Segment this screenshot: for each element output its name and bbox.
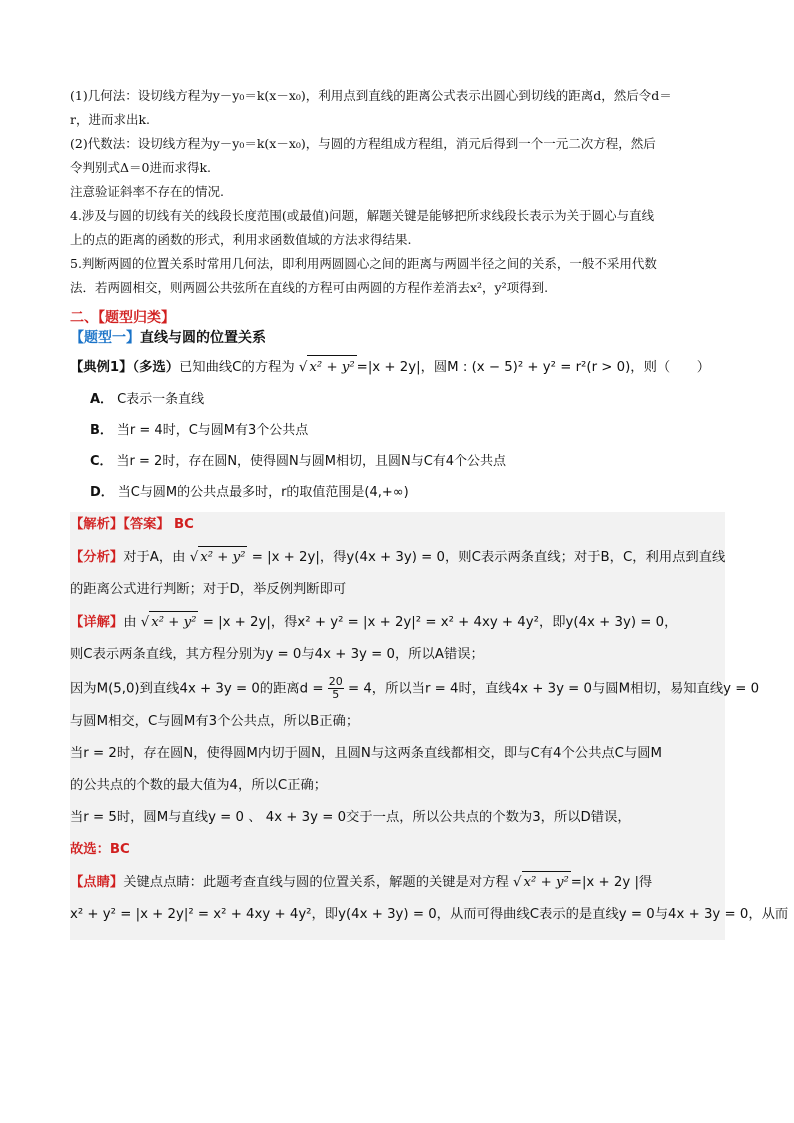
xiangjie-text-b: = |x + 2y|，得x² + y² = |x + 2y|² = x² + 4xy + 4y²，即y(4x + 3y) = 0， xyxy=(202,615,678,630)
sqrt-expression: x² + y² xyxy=(522,871,571,894)
dianjing-text-a: 关键点点睛：此题考查直线与圆的位置关系，解题的关键是对方程 xyxy=(123,875,509,890)
option-label: C． xyxy=(90,454,113,469)
option-text: 当C与圆M的公共点最多时，r的取值范围是(4,+∞) xyxy=(117,485,409,500)
xiangjie-line-8: 故选：BC xyxy=(70,842,130,857)
section-heading xyxy=(70,309,725,327)
xiangjie-tag: 【详解】 xyxy=(70,615,124,630)
sqrt-expression: x² + y² xyxy=(198,546,247,569)
option-b xyxy=(90,419,725,443)
xiangjie-line-1 xyxy=(70,611,725,634)
xiangjie-line-5: 当r = 2时，存在圆N，使得圆M内切于圆N，且圆N与这两条直线都相交，即与C有4个公共点C与圆M xyxy=(70,746,663,761)
option-label: B． xyxy=(90,423,113,438)
fenxi-line-1 xyxy=(70,546,725,569)
solution-block xyxy=(70,512,789,940)
sqrt-sign: √ xyxy=(513,875,522,890)
example-stem-a: 已知曲线C的方程为 xyxy=(179,360,295,375)
option-a xyxy=(90,388,725,412)
xiangjie-text-3b: = 4，所以当r = 4时，直线4x + 3y = 0与圆M相切，易知直线y = 0 xyxy=(347,681,760,697)
type-heading xyxy=(70,329,725,347)
example-question xyxy=(70,355,725,380)
fraction-numerator: 20 xyxy=(328,675,343,688)
sqrt-expression: x² + y² xyxy=(307,355,356,380)
example-tag: 【典例1】 xyxy=(70,360,133,375)
option-label: A． xyxy=(90,392,114,407)
xiangjie-line-3 xyxy=(70,675,760,701)
dianjing-line-2: x² + y² = |x + 2y|² = x² + 4xy + 4y²，即y(4x + 3y) = 0，从而可得曲线C表示的是直线y = 0与4x + 3y = 0，从而 xyxy=(70,907,789,922)
xiangjie-text-a: 由 xyxy=(123,615,137,630)
xiangjie-line-2: 则C表示两条直线，其方程分别为y = 0与4x + 3y = 0，所以A错误； xyxy=(70,647,484,662)
method-text-4: 令判别式Δ＝0进而求得k. xyxy=(70,160,212,175)
analysis-tag: 【解析】 xyxy=(70,517,124,532)
fraction xyxy=(328,676,344,701)
type-tag: 【题型一】 xyxy=(70,330,140,346)
method-text-7: 上的点的距离的函数的形式，利用求函数值域的方法求得结果. xyxy=(70,232,412,247)
method-text-5: 注意验证斜率不存在的情况. xyxy=(70,184,224,199)
sqrt-sign: √ xyxy=(189,550,199,565)
section-title: 【题型归类】 xyxy=(98,310,175,326)
answer-tag: 【答案】 xyxy=(123,517,170,532)
fenxi-line-2: 的距离公式进行判断；对于D，举反例判断即可 xyxy=(70,582,347,597)
xiangjie-line-4: 与圆M相交，C与圆M有3个公共点，所以B正确； xyxy=(70,714,360,729)
method-text-3: (2)代数法：设切线方程为y－y₀＝k(x－x₀)，与圆的方程组成方程组，消元后得到一个一元二次方程，然后 xyxy=(70,136,656,151)
type-title: 直线与圆的位置关系 xyxy=(140,330,266,346)
option-text: 当r = 2时，存在圆N，使得圆N与圆M相切，且圆N与C有4个公共点 xyxy=(116,454,507,469)
option-text: 当r = 4时，C与圆M有3个公共点 xyxy=(116,423,309,438)
method-text-2: r，进而求出k. xyxy=(70,112,151,127)
example-stem-b: =|x + 2y|，圆M : (x − 5)² + y² = r²(r > 0)，则（ ） xyxy=(356,360,711,375)
fenxi-tag: 【分析】 xyxy=(70,550,124,565)
answer-value: BC xyxy=(173,517,194,532)
dianjing-tag: 【点睛】 xyxy=(70,875,124,890)
method-text-8: 5.判断两圆的位置关系时常用几何法，即利用两圆圆心之间的距离与两圆半径之间的关系，一般不采用代数 xyxy=(70,256,657,271)
fenxi-text-a: 对于A，由 xyxy=(123,550,186,565)
option-label: D． xyxy=(90,485,114,500)
sqrt-expression: x² + y² xyxy=(149,611,198,634)
fenxi-text-b: = |x + 2y|，得y(4x + 3y) = 0，则C表示两条直线；对于B，C，利用点到直线 xyxy=(251,550,726,565)
answer-line xyxy=(70,514,725,536)
option-d xyxy=(90,481,725,505)
method-text-6: 4.涉及与圆的切线有关的线段长度范围(或最值)问题，解题关键是能够把所求线段长表示为关于圆心与直线 xyxy=(70,208,655,223)
document-page xyxy=(70,88,789,940)
dianjing-text-b: =|x + 2y |得 xyxy=(570,875,653,890)
dianjing-line-1 xyxy=(70,871,725,894)
xiangjie-line-7: 当r = 5时，圆M与直线y = 0 、 4x + 3y = 0交于一点，所以公共点的个数为3，所以D错误， xyxy=(70,810,631,825)
sqrt-sign: √ xyxy=(140,615,150,630)
method-text-1: (1)几何法：设切线方程为y－y₀＝k(x－x₀)，利用点到直线的距离公式表示出圆心到切线的距离d，然后令d＝ xyxy=(70,88,672,103)
section-prefix: 二、 xyxy=(70,310,98,326)
xiangjie-line-6: 的公共点的个数的最大值为4，所以C正确； xyxy=(70,778,328,793)
method-text-9: 法．若两圆相交，则两圆公共弦所在直线的方程可由两圆的方程作差消去x²，y²项得到. xyxy=(70,280,549,295)
fraction-denominator: 5 xyxy=(332,688,340,701)
xiangjie-text-3a: 因为M(5,0)到直线4x + 3y = 0的距离d = xyxy=(70,681,324,697)
sqrt-sign: √ xyxy=(298,360,308,375)
example-kind: （多选） xyxy=(132,360,179,375)
option-c xyxy=(90,450,725,474)
option-text: C表示一条直线 xyxy=(117,392,205,407)
